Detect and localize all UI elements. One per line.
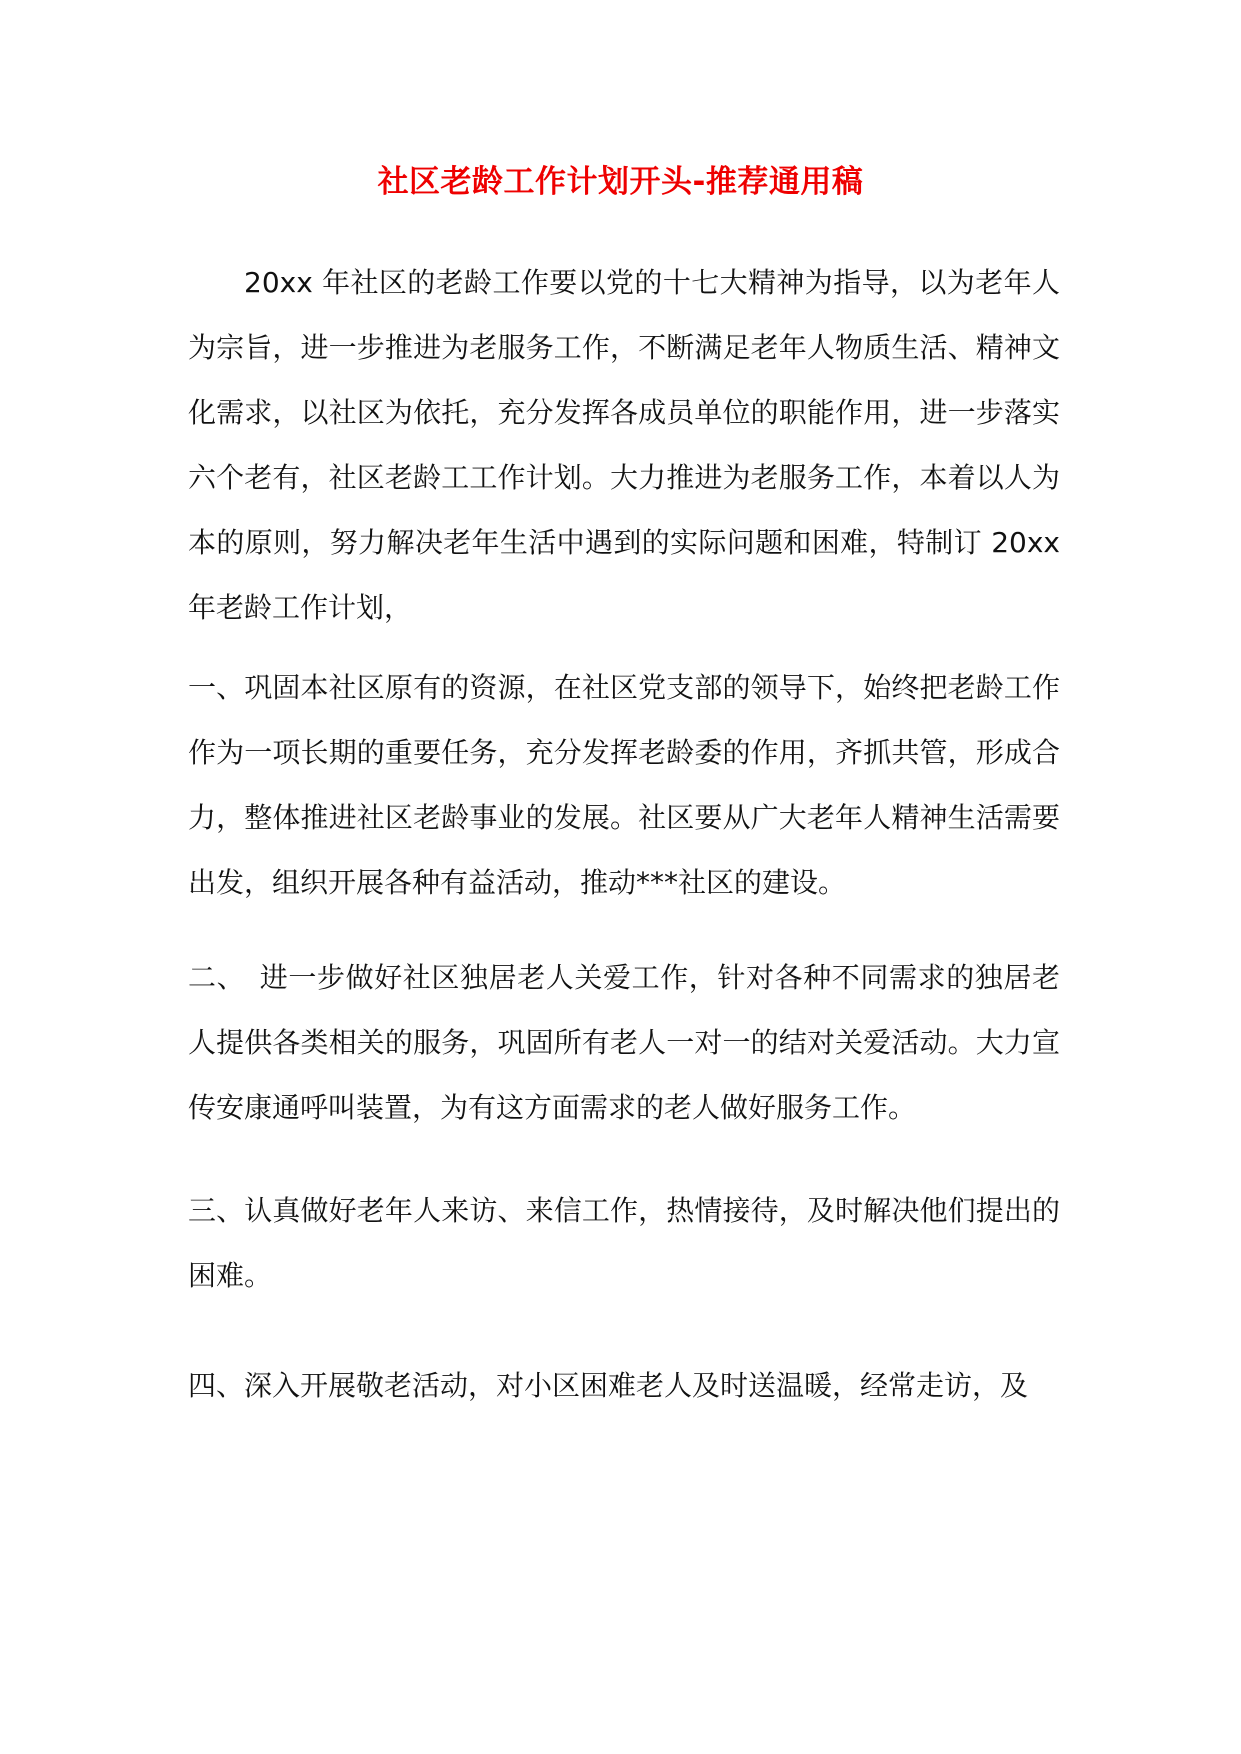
paragraph-item-3: 三、认真做好老年人来访、来信工作，热情接待，及时解决他们提出的困难。 xyxy=(188,1194,1060,1292)
paragraph-item-2: 二、 进一步做好社区独居老人关爱工作，针对各种不同需求的独居老人提供各类相关的服务，巩固所有老人一对一的结对关爱活动。大力宣传安康通呼叫装置，为有这方面需求的老人做好服务工作。 xyxy=(188,961,1060,1124)
paragraph-item-1: 一、巩固本社区原有的资源，在社区党支部的领导下，始终把老龄工作作为一项长期的重要任务，充分发挥老龄委的作用，齐抓共管，形成合力，整体推进社区老龄事业的发展。社区要从广大老年人精神生活需要出发，组织开展各种有益活动，推动***社区的建设。 xyxy=(188,671,1060,899)
paragraph-intro: 20xx 年社区的老龄工作要以党的十七大精神为指导，以为老年人为宗旨，进一步推进为老服务工作，不断满足老年人物质生活、精神文化需求，以社区为依托，充分发挥各成员单位的职能作用，进一步落实六个老有，社区老龄工工作计划。大力推进为老服务工作，本着以人为本的原则，努力解决老年生活中遇到的实际问题和困难，特制订 20xx 年老龄工作计划， xyxy=(188,266,1060,624)
document-title: 社区老龄工作计划开头-推荐通用稿 xyxy=(377,164,864,200)
paragraph-item-4: 四、深入开展敬老活动，对小区困难老人及时送温暖，经常走访，及 xyxy=(188,1369,1029,1402)
